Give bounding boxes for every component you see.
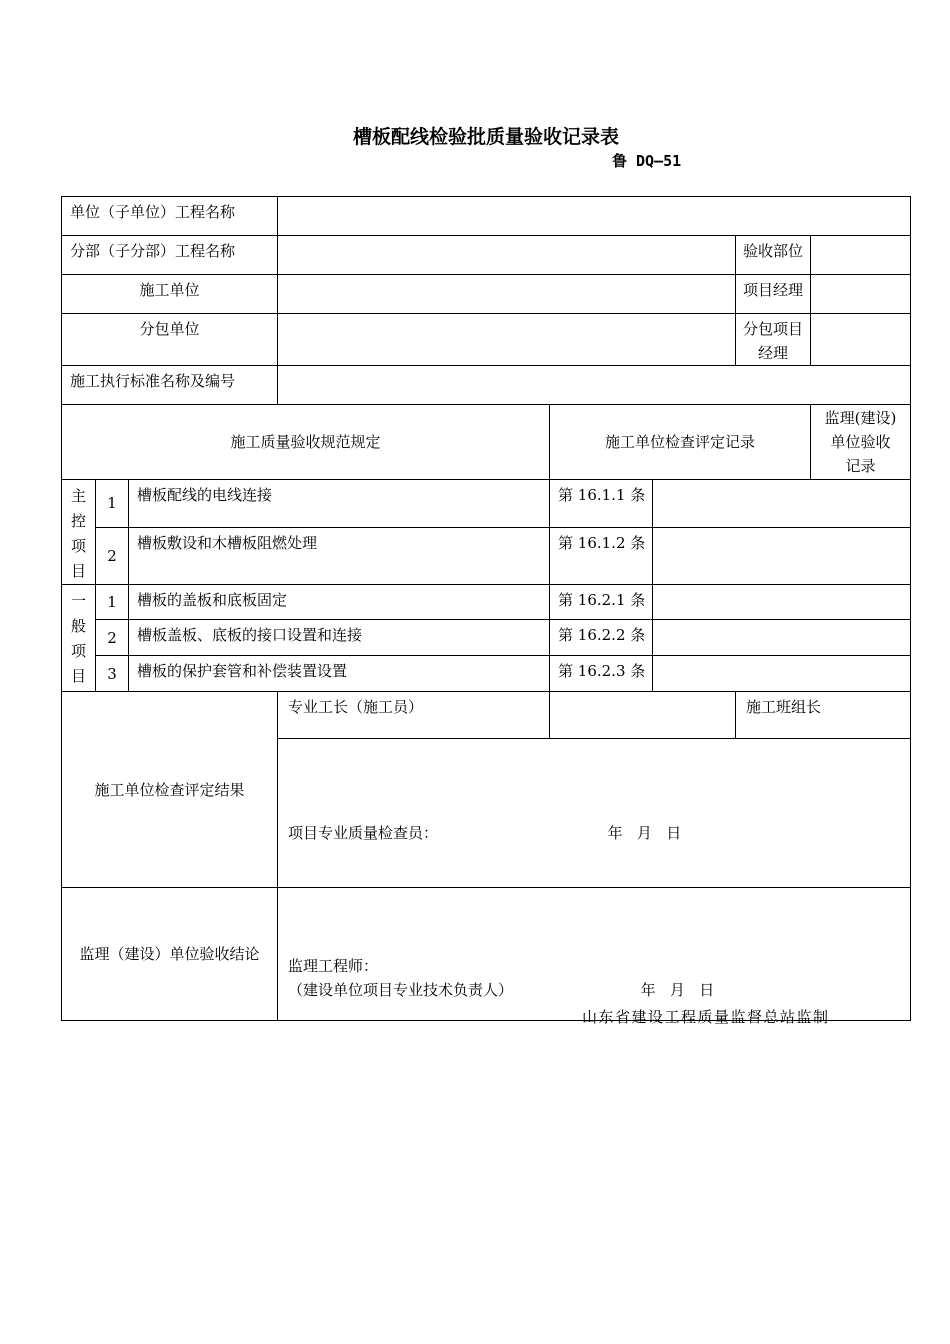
main-control-char-4: 目 <box>70 562 86 580</box>
field-unit-project-name[interactable] <box>278 197 911 236</box>
form-code: 鲁 DQ—51 <box>612 152 682 170</box>
main-control-row-2 <box>62 527 911 584</box>
general-char-2: 般 <box>70 617 86 635</box>
item-check-record-field[interactable] <box>653 656 911 692</box>
label-supervision-engineer: 监理工程师： <box>288 957 379 975</box>
general-char-1: 一 <box>70 592 86 610</box>
label-unit-project-name: 单位（子单位）工程名称 <box>62 197 278 236</box>
main-control-label <box>62 480 96 585</box>
label-standard: 施工执行标准名称及编号 <box>62 366 278 405</box>
field-construction-unit[interactable] <box>278 275 736 314</box>
field-acceptance-part[interactable] <box>811 236 911 275</box>
item-number: 1 <box>96 585 129 620</box>
supervision-record-line-2: 单位验收 <box>830 433 891 451</box>
item-clause: 第 16.1.2 条 <box>550 527 653 584</box>
label-sub-project-manager: 分包项目经理 <box>736 314 811 366</box>
field-standard[interactable] <box>278 366 911 405</box>
item-description: 槽板的保护套管和补偿装置设置 <box>129 656 550 692</box>
row-column-headers <box>62 405 911 480</box>
item-clause: 第 16.2.2 条 <box>550 620 653 656</box>
main-control-row-1 <box>62 480 911 528</box>
item-description: 槽板盖板、底板的接口设置和连接 <box>129 620 550 656</box>
col-header-supervision-record <box>811 405 911 480</box>
item-description: 槽板的盖板和底板固定 <box>129 585 550 620</box>
row-construction-unit <box>62 275 911 314</box>
item-clause: 第 16.2.3 条 <box>550 656 653 692</box>
label-owner-rep: （建设单位项目专业技术负责人） <box>288 981 514 999</box>
field-project-manager[interactable] <box>811 275 911 314</box>
item-clause: 第 16.2.1 条 <box>550 585 653 620</box>
row-unit-project <box>62 197 911 236</box>
item-description: 槽板配线的电线连接 <box>129 480 550 528</box>
main-control-char-2: 控 <box>70 512 86 530</box>
item-number: 2 <box>96 527 129 584</box>
general-char-4: 目 <box>70 667 86 685</box>
item-description: 槽板敷设和木槽板阻燃处理 <box>129 527 550 584</box>
footer-issuer: 山东省建设工程质量监督总站监制 <box>582 1008 830 1026</box>
label-inspector: 项目专业质量检查员： <box>288 824 439 842</box>
result-date: 年 月 日 <box>607 824 682 842</box>
field-sub-project-name[interactable] <box>278 236 736 275</box>
item-number: 1 <box>96 480 129 528</box>
field-sub-project-manager[interactable] <box>811 314 911 366</box>
item-number: 2 <box>96 620 129 656</box>
general-row-1 <box>62 585 911 620</box>
general-label <box>62 585 96 692</box>
item-clause: 第 16.1.1 条 <box>550 480 653 528</box>
inspection-form-table <box>61 196 911 1021</box>
supervision-record-line-3: 记录 <box>845 457 876 475</box>
supervision-record-line-1: 监理(建设) <box>824 409 897 427</box>
conclusion-label: 监理（建设）单位验收结论 <box>62 888 278 1021</box>
item-check-record-field[interactable] <box>653 585 911 620</box>
row-subcontractor <box>62 314 911 366</box>
label-team-leader: 施工班组长 <box>736 692 911 739</box>
general-row-2 <box>62 620 911 656</box>
label-foreman: 专业工长（施工员） <box>278 692 550 739</box>
result-inspector-cell[interactable] <box>278 739 911 888</box>
row-standard <box>62 366 911 405</box>
item-check-record-field[interactable] <box>653 527 911 584</box>
item-number: 3 <box>96 656 129 692</box>
label-construction-unit: 施工单位 <box>62 275 278 314</box>
col-header-check-record: 施工单位检查评定记录 <box>550 405 811 480</box>
field-subcontractor[interactable] <box>278 314 736 366</box>
conclusion-date: 年 月 日 <box>640 981 715 999</box>
result-row-signatures <box>62 692 911 739</box>
item-check-record-field[interactable] <box>653 480 911 528</box>
label-acceptance-part: 验收部位 <box>736 236 811 275</box>
general-char-3: 项 <box>70 642 86 660</box>
result-label: 施工单位检查评定结果 <box>62 692 278 888</box>
label-subcontractor: 分包单位 <box>62 314 278 366</box>
item-check-record-field[interactable] <box>653 620 911 656</box>
field-foreman[interactable] <box>550 692 736 739</box>
label-project-manager: 项目经理 <box>736 275 811 314</box>
conclusion-cell[interactable] <box>278 888 911 1021</box>
page-title: 槽板配线检验批质量验收记录表 <box>352 126 619 148</box>
main-control-char-1: 主 <box>70 487 86 505</box>
col-header-spec: 施工质量验收规范规定 <box>62 405 550 480</box>
main-control-char-3: 项 <box>70 537 86 555</box>
row-sub-project <box>62 236 911 275</box>
conclusion-row <box>62 888 911 1021</box>
general-row-3 <box>62 656 911 692</box>
label-sub-project-name: 分部（子分部）工程名称 <box>62 236 278 275</box>
